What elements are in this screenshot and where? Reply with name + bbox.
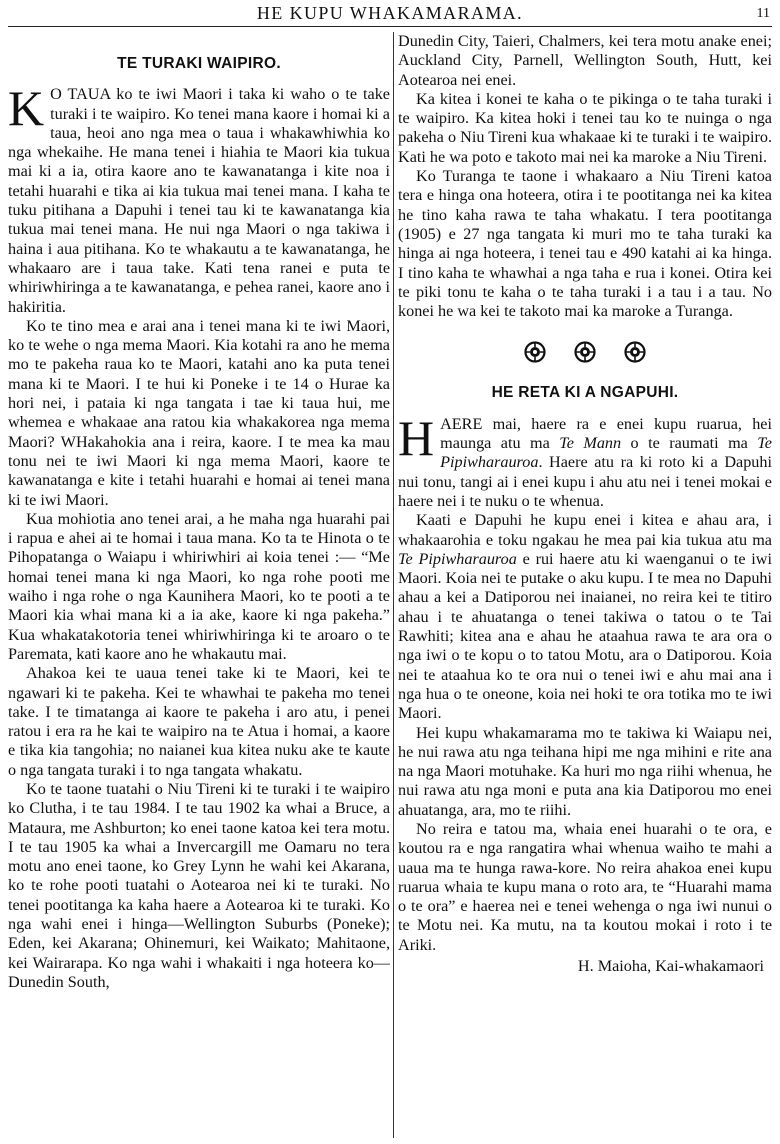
column-divider [393,32,394,1138]
article2-paragraph-2-text-a: Kaati e Dapuhi he kupu enei i kitea e ahau ara, i whakaarohia e toku ngakau he mea pai kia tukua atu ma [398,511,772,549]
flower-ornament-icon [624,341,646,363]
article2-paragraph-1-text-c: . Haere atu ra ki roto ki a Dapuhi nui tonu, tangi ai i enei kupu i ahu atu nei i tenei mokai e haere nei i te nuku o te whenua. [398,453,772,510]
drop-cap-h: H [398,409,435,466]
article1-continued-paragraph-2: Ka kitea i konei te kaha o te pikinga o te taha turaki i te waipiro. Ka kitea hoki i tenei tau ko te nuinga o nga pakeha o Niu Tireni kua whakaae ki te turaki i te waipiro. Kati he wa poto e takoto mai nei ka maroke a Niu Tireni. [398,89,772,166]
article2-paragraph-2 [398,511,772,723]
article2-paragraph-2-text-b: e rui haere atu ki waenganui o te iwi Maori. Koia nei te putake o aku kupu. I te mea no Dapuhi ahau a kei a Datiporou nei inaianei, no reira kei te titiro ahau i te ahuatanga o tenei takiwa o tatou o te Tai Rawhiti; kitea ana e ahau he ataahua rawa te ara ora o nga iwi o te kopu o to tatou Motu, ara o Datiporou. Koia nei te ataahua ko te ora nui o tenei iwi e ahu mai ana i nga hua o te oneone, koia nei hoki te ora totika mo te iwi Maori. [398,549,773,723]
page-number: 11 [756,6,770,21]
running-header [8,0,772,27]
right-column [398,32,772,976]
drop-cap-k: K [8,80,45,137]
article-title-reta: HE RETA KI A NGAPUHI. [491,384,679,402]
article1-paragraph-2: Ko te tino mea e arai ana i tenei mana ki te iwi Maori, ko te wehe o nga mema Maori. Kia kotahi ra ano he mema mo te pakeha raua ko te Maori, katahi ano ka puta tenei mana ki te Maori. I te hui ki Poneke i te 14 o Hurae ka hori nei, i pataia ki nga tangata i tae ki taua hui, me whemea e whakaae ana ratou kia whakakorea nga mema Maori? WHakahokia ana i reira, kaore. I te mea ka mau tonu nei te iwi Maori ki nga mema Maori, kaore te kawanatanga e kite i tetahi huarahi e homai ai tenei mana ki te iwi Maori. [8,316,390,509]
article2-paragraph-3: Hei kupu whakamarama mo te takiwa ki Waiapu nei, he nui rawa atu nga teihana hipi me nga mihini e rite ana na nga Maori motuhake. Ka huri mo nga riihi whenua, he nui rawa atu nga moni e puta ana kia Datiporou mo enei ahuatanga, ara, mo te riihi. [398,723,772,819]
article1-continued-paragraph-3: Ko Turanga te taone i whakaaro a Niu Tireni katoa tera e hinga ona hoteera, otira i te pootitanga nei ka kitea he tino kaha rawa te taha whakatu. I tera pootitanga (1905) e 27 nga tangata ki muri mo te taha turaki ka hinga ai nga hoteera, i tenei tau e 490 katahi ai ka hinga. I tino kaha te whawhai a nga taha e rua i konei. Otira kei te piki tonu te kaha o te taha turaki i a tau i a tau. No konei he wa kei te takoto mai ka maroke a Turanga. [398,167,772,321]
author-signature: H. Maioha, Kai-whakamaori [577,957,764,976]
article1-paragraph-3: Kua mohiotia ano tenei arai, a he maha nga huarahi pai i rapua e ahei ai te homai i taua mana. Ko ta te Hinota o te Pihopatanga o Waiapu i whiriwhiri ai koia tenei :— “Me homai tenei mana ki nga Maori, ko nga rohe pooti me waiho i nga rohe o nga Kaunihera Maori, ko te pooti a te Maori kia whai mana ki a ia ake, kaore ki nga pakeha.” Kua whakatakotoria tenei whiriwhiringa ki te aroaro o te Paremata, kati kaore ano he whakautu mai. [8,509,390,663]
newspaper-name-italic: Te Mann [559,434,622,453]
running-header-title: HE KUPU WHAKAMARAMA. [256,3,524,23]
left-column [8,32,390,992]
flower-ornament-icon [524,341,546,363]
article1-continued-paragraph-1: Dunedin City, Taieri, Chalmers, kei tera motu anake enei; Auckland City, Parnell, Wellington South, Hutt, kei Aotearoa nei enei. [398,32,772,89]
article-title-turaki: TE TURAKI WAIPIRO. [117,55,281,72]
newspaper-name-italic: Te Pipiwharauroa [440,434,772,472]
article1-paragraph-1-text: O TAUA ko te iwi Maori i taka ki waho o te take turaki i te waipiro. Ko tenei mana kaore i homai ki a taua, heoi ano nga mea o taua i whakawhiwhia ko nga whekaihe. He mana tenei i hiahia te Maori kia tukua mai ki a ia, otira kaore ano te kawanatanga i kite noa i tetahi huarahi e tika ai kia tukua mai tenei mana. I kaha te tuku pitihana a Dapuhi i tenei tau ki te kawanatanga kia tukua mai tenei mana. He nui nga Maori o nga takiwa i haina i aua pitihana. Ko te whakautu a te kawanatanga, he whakaaro are i taua take. Kati tena ranei e puta te whiriwhiringa a te kawanatanga, e pehea ranei, kaore ano i hakiritia. [8,85,390,316]
flower-ornament-icon [574,341,596,363]
section-ornaments [398,341,772,363]
article2-paragraph-4: No reira e tatou ma, whaia enei huarahi o te ora, e koutou ra e nga rangatira whai whenua waiho te mahi a uaua ma te hunga rawa-kore. No reira ahakoa enei kupu ruarua whaia te kupu mana o roto ara, te “Huarahi mama o te ora” e haerea nei e tenei wehenga o nga iwi nunui o te Motu nei. Ka mutu, na ta koutou mokai i roto i te Ariki. [398,819,772,954]
article2-paragraph-1 [398,409,772,511]
article1-paragraph-5: Ko te taone tuatahi o Niu Tireni ki te turaki i te waipiro ko Clutha, i te tau 1984. I te tau 1902 ka whai a Bruce, a Mataura, me Ashburton; ko enei taone katoa kei tera motu. I te tau 1905 ka whai a Invercargill me Oamaru no tera motu ano enei taone, ko Grey Lynn he wahi kei Akarana, ko te rohe pooti tuatahi o Aotearoa nei ki te turaki. No tenei pootitanga ka kaha haere a Aotearoa ki te turaki. Ko nga wahi enei i hinga—Wellington Suburbs (Poneke); Eden, kei Akarana; Ohinemuri, kei Waikato; Mahitaone, kei Wairarapa. Ko nga wahi i whakaiti i nga hoteera ko—Dunedin South, [8,779,390,991]
article2-paragraph-1-text-b: o te raumati ma [621,434,758,453]
article2-paragraph-1-text-a: AERE mai, haere ra e enei kupu ruarua, hei maunga atu ma [440,414,772,453]
article1-paragraph-4: Ahakoa kei te uaua tenei take ki te Maori, kei te ngawari ki te pakeha. Kei te whawhai te pakeha mo tenei take. I te timatanga ai kaore te pakeha i aro atu, i penei ratou i era ra he kai te waipiro na te Atua i homai, a kaore e tika kia tangohia; no naianei kua kitea nuku ake te kaute o nga tangata turaki i to nga tangata whakatu. [8,664,390,779]
newspaper-name-italic: Te Pipiwharauroa [398,549,517,568]
article1-paragraph-1 [8,80,390,317]
